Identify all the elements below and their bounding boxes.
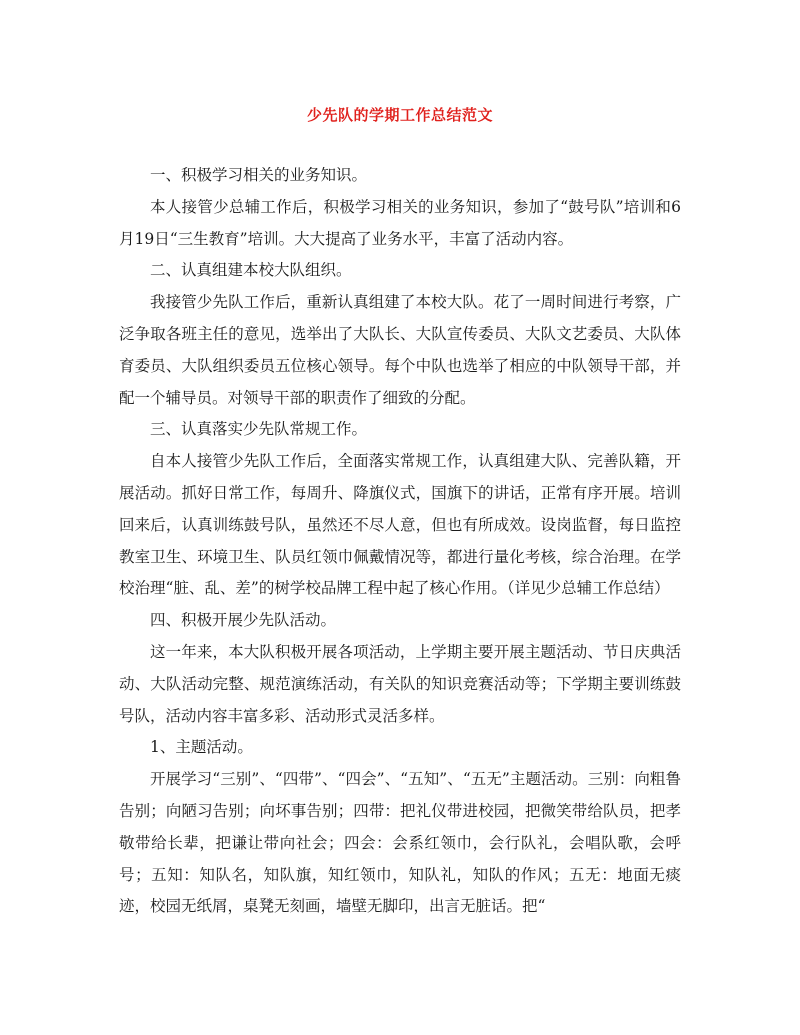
heading-3: 三、认真落实少先队常规工作。 <box>150 420 368 439</box>
heading-1: 一、积极学习相关的业务知识。 <box>150 166 368 184</box>
heading-2: 二、认真组建本校大队组织。 <box>150 261 352 280</box>
subheading-1: 1、主题活动。 <box>150 738 253 757</box>
paragraph-5: 开展学习“三别”、“四带”、“四会”、“五知”、“五无”主题活动。三别：向粗鲁告别；向陋习告别；向坏事告别；四带：把礼仪带进校园，把微笑带给队员，把孝敬带给长辈，把谦让带向社会；四会：会系红领巾，会行队礼，会唱队歌，会呼号；五知：知队名，知队旗，知红领巾，知队礼，知队的作风；五无：地面无痰迹，校园无纸屑，桌凳无刻画，墙壁无脚印，出言无脏话。把“ <box>119 770 681 916</box>
document-body <box>119 160 681 923</box>
paragraph-1: 本人接管少总辅工作后，积极学习相关的业务知识，参加了“鼓号队”培训和6月19日“三生教育”培训。大大提高了业务水平，丰富了活动内容。 <box>119 197 681 248</box>
document-title: 少先队的学期工作总结范文 <box>306 106 493 124</box>
paragraph-3: 自本人接管少先队工作后，全面落实常规工作，认真组建大队、完善队籍，开展活动。抓好日常工作，每周升、降旗仪式，国旗下的讲话，正常有序开展。培训回来后，认真训练鼓号队，虽然还不尽人意，但也有所成效。设岗监督，每日监控教室卫生、环境卫生、队员红领巾佩戴情况等，都进行量化考核，综合治理。在学校治理“脏、乱、差”的树学校品牌工程中起了核心作用。（详见少总辅工作总结） <box>119 452 681 598</box>
paragraph-4: 这一年来，本大队积极开展各项活动，上学期主要开展主题活动、节日庆典活动、大队活动完整、规范演练活动，有关队的知识竞赛活动等；下学期主要训练鼓号队，活动内容丰富多彩、活动形式灵活多样。 <box>119 642 681 725</box>
paragraph-2: 我接管少先队工作后，重新认真组建了本校大队。花了一周时间进行考察，广泛争取各班主任的意见，选举出了大队长、大队宣传委员、大队文艺委员、大队体育委员、大队组织委员五位核心领导。每个中队也选举了相应的中队领导干部，并配一个辅导员。对领导干部的职责作了细致的分配。 <box>119 293 681 407</box>
heading-4: 四、积极开展少先队活动。 <box>150 611 337 630</box>
